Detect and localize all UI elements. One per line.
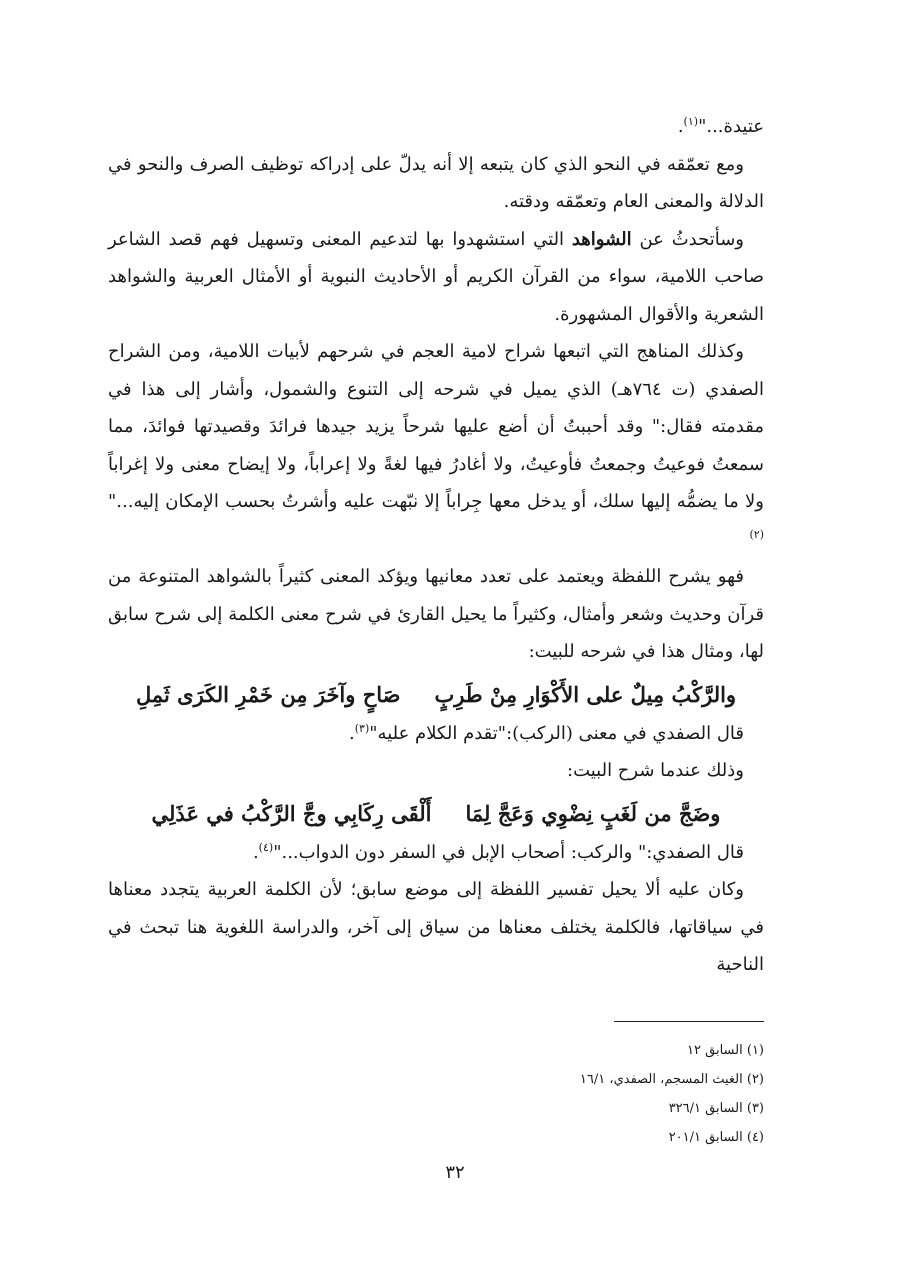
verse-hemistich-second: أَلْقَى رِكَابِي وجَّ الرَّكْبُ في عَذَلِي [151,800,432,826]
footnote-2: (٢) الغيث المسجم، الصفدي، ١٦/١ [579,1072,764,1087]
paragraph-text: وسأتحدثُ عن [631,228,744,250]
verse-hemistich-first: والرَّكْبُ مِيلٌ على الأَكْوَارِ مِنْ طَرِبٍ [434,681,737,707]
footnote-1: (١) السابق ١٢ [687,1043,764,1058]
footnote-ref-3: (٣) [354,721,370,735]
paragraph-safadi-method [108,333,764,558]
paragraph-text: وكذلك المناهج التي اتبعها شراح لامية العجم في شرحهم لأبيات اللامية، ومن الشراح الصفدي (ت ٧٦٤هـ) الذي يميل في شرحه إلى التنوع والشمول، وأشار إلى هذا في مقدمته فقال:" وقد أحببتُ أن أضع عليها شرحاً يزيد جيدها فرائدَ وقصيدتها فوائدَ، مما سمعتُ فوعيتُ وجمعتُ فأوعيتُ، ولا أغادرُ فيها لغةً ولا إعراباً، ولا إيضاح معنى ولا إغراباً ولا ما يضمُّه إليها سلك، أو يدخل معها جِراباً إلا نبّهت عليه وأشرتُ بحسب الإمكان إليه..." [108,341,764,512]
verse-hemistich-first: وضَجَّ من لَغَبٍ نِضْوِي وَعَجَّ لِمَا [465,800,721,826]
paragraph-critique: وكان عليه ألا يحيل تفسير اللفظة إلى موضع سابق؛ لأن الكلمة العربية يتجدد معناها في سياقاتها، فالكلمة يختلف معناها من سياق إلى آخر، والدراسة اللغوية هنا تبحث في الناحية [108,879,764,975]
footnote-ref-2: (٢) [749,527,764,541]
footnote-3: (٣) السابق ٣٢٦/١ [668,1101,764,1116]
footnote-4: (٤) السابق ٢٠١/١ [668,1130,764,1145]
punctuation: . [349,722,355,744]
punctuation: . [252,841,259,863]
poetry-verse-1 [108,675,764,715]
punctuation: . [677,116,684,137]
footnote-divider [614,1021,764,1022]
poetry-verse-2 [108,794,764,834]
page-number: ٣٢ [445,1162,465,1183]
paragraph-intro-verse-2: وذلك عندما شرح البيت: [567,760,744,781]
paragraph-explanation: فهو يشرح اللفظة ويعتمد على تعدد معانيها ويؤكد المعنى كثيراً بالشواهد المتنوعة من قرآن وحديث وشعر وأمثال، وكثيراً ما يحيل القارئ في شرح معنى الكلمة إلى شرح سابق لها، ومثال هذا في شرحه للبيت: [108,566,764,662]
footnote-ref-1: (١) [683,115,699,128]
paragraph-text: قال الصفدي في معنى (الركب):"تقدم الكلام عليه" [369,722,744,744]
paragraph-text: عتيدة..." [698,116,764,137]
footnotes [464,1036,764,1152]
footnote-ref-4: (٤) [258,840,274,854]
bold-term: الشواهد [571,228,632,250]
document-page [108,108,764,984]
verse-hemistich-second: صَاحٍ وآخَرَ مِن خَمْرِ الكَرَى ثَمِلِ [135,681,401,707]
paragraph-text: التي استشهدوا بها لتدعيم المعنى وتسهيل فهم قصد الشاعر صاحب اللامية، سواء من القرآن الكريم أو الأحاديث النبوية أو الأمثال العربية والشواهد الشعرية والأقوال المشهورة. [108,228,764,325]
paragraph-quote-1 [108,715,764,753]
paragraph-grammar: ومع تعمّقه في النحو الذي كان يتبعه إلا أنه يدلّ على إدراكه توظيف الصرف والنحو في الدلالة والمعنى العام وتعمّقه ودقته. [108,153,764,212]
paragraph-continuation [108,108,764,146]
paragraph-quote-2 [108,834,764,872]
paragraph-shawahid [108,221,764,334]
paragraph-text: قال الصفدي:" والركب: أصحاب الإبل في السفر دون الدواب..." [273,841,744,863]
